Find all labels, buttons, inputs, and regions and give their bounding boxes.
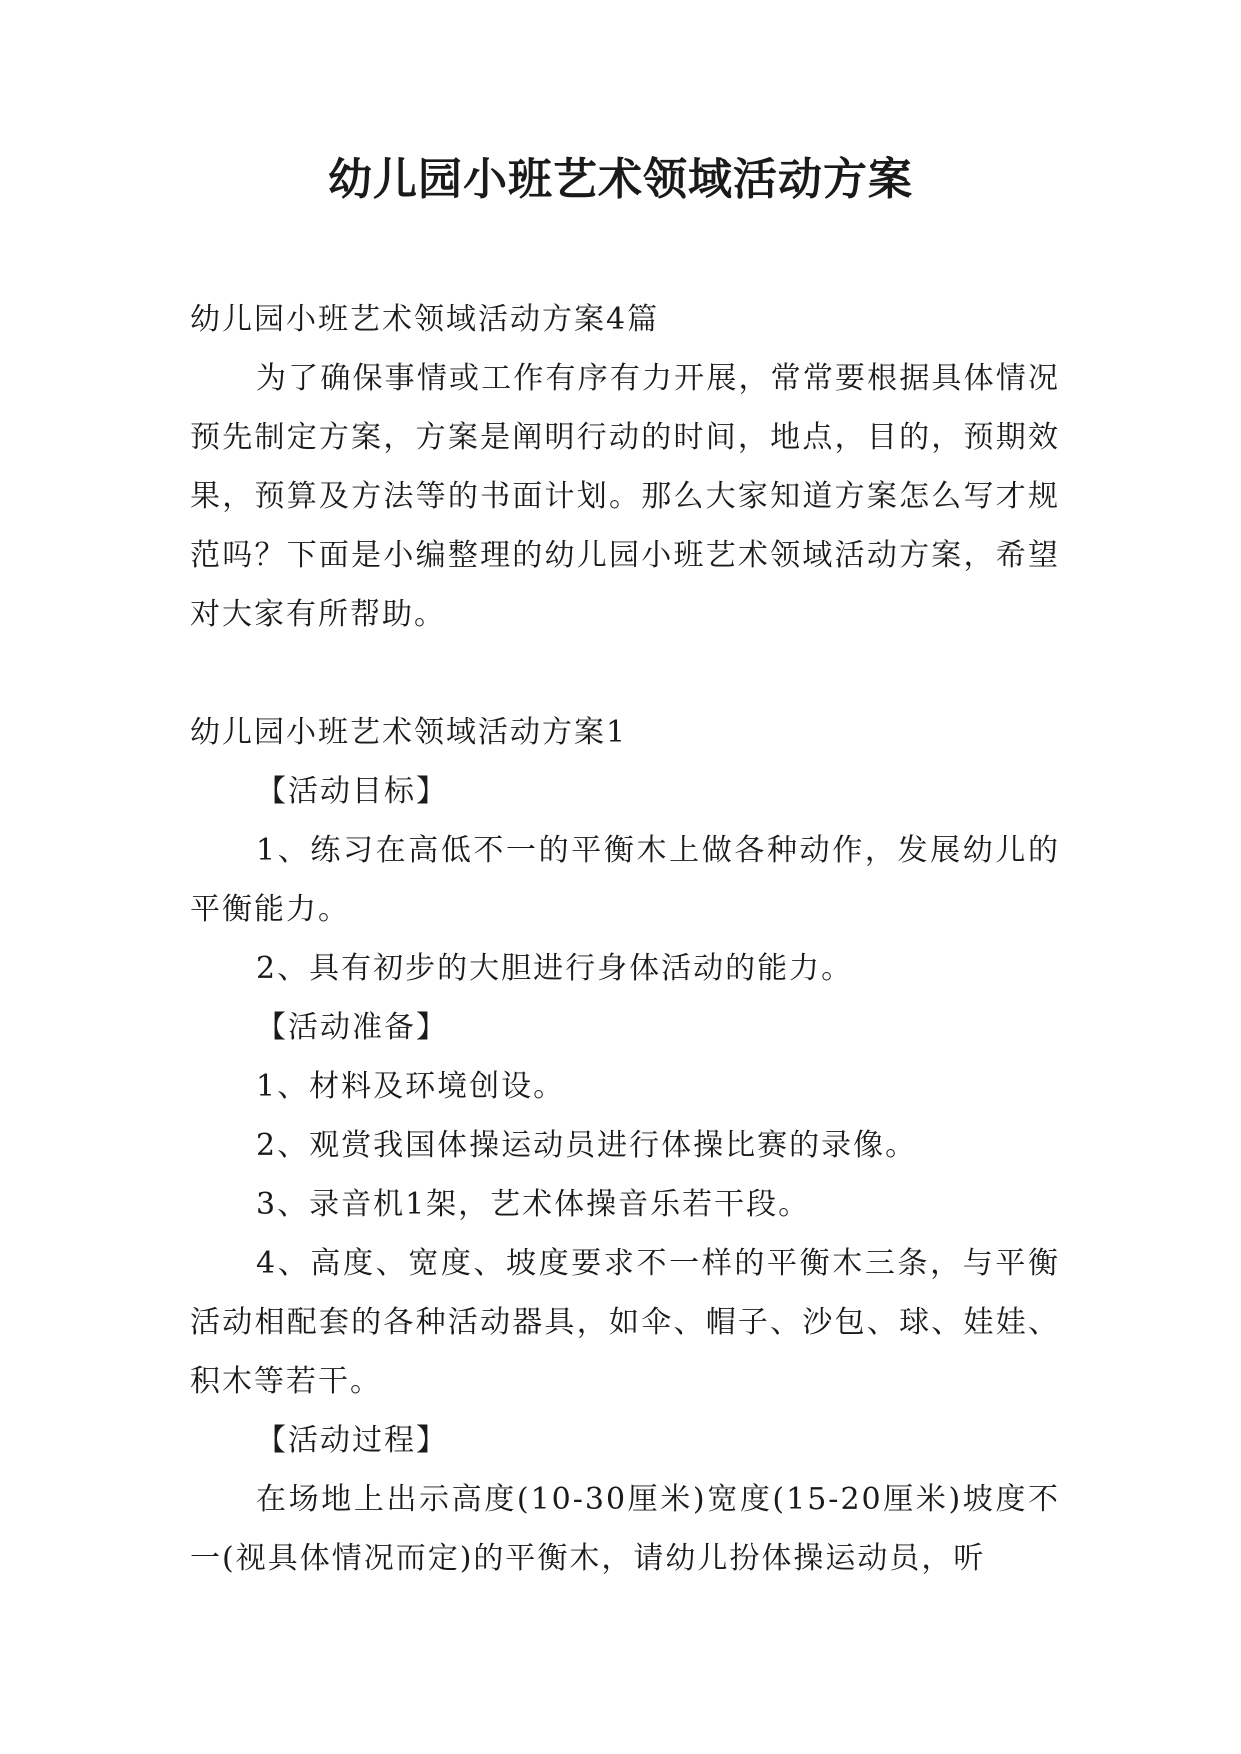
document-body	[190, 290, 1060, 1588]
process-heading: 【活动过程】	[256, 1423, 448, 1458]
process-paragraph-1: 在场地上出示高度(10-30厘米)宽度(15-20厘米)坡度不一(视具体情况而定)的平衡木，请幼儿扮体操运动员，听	[190, 1482, 1060, 1576]
goals-heading: 【活动目标】	[256, 774, 448, 809]
paragraph-gap	[190, 644, 1060, 703]
goal-item-2: 2、具有初步的大胆进行身体活动的能力。	[256, 951, 854, 986]
intro-paragraph: 为了确保事情或工作有序有力开展，常常要根据具体情况预先制定方案，方案是阐明行动的时间，地点，目的，预期效果，预算及方法等的书面计划。那么大家知道方案怎么写才规范吗？下面是小编整理的幼儿园小班艺术领域活动方案，希望对大家有所帮助。	[190, 361, 1060, 632]
section-title: 幼儿园小班艺术领域活动方案1	[190, 715, 628, 750]
prep-item-4: 4、高度、宽度、坡度要求不一样的平衡木三条，与平衡活动相配套的各种活动器具，如伞、帽子、沙包、球、娃娃、积木等若干。	[190, 1246, 1060, 1399]
prep-item-1: 1、材料及环境创设。	[256, 1069, 566, 1104]
goal-item-1: 1、练习在高低不一的平衡木上做各种动作，发展幼儿的平衡能力。	[190, 833, 1060, 927]
prep-item-3: 3、录音机1架，艺术体操音乐若干段。	[256, 1187, 811, 1222]
prep-heading: 【活动准备】	[256, 1010, 448, 1045]
prep-item-2: 2、观赏我国体操运动员进行体操比赛的录像。	[256, 1128, 918, 1163]
document-subtitle: 幼儿园小班艺术领域活动方案4篇	[190, 302, 660, 337]
document-title: 幼儿园小班艺术领域活动方案	[328, 154, 913, 205]
